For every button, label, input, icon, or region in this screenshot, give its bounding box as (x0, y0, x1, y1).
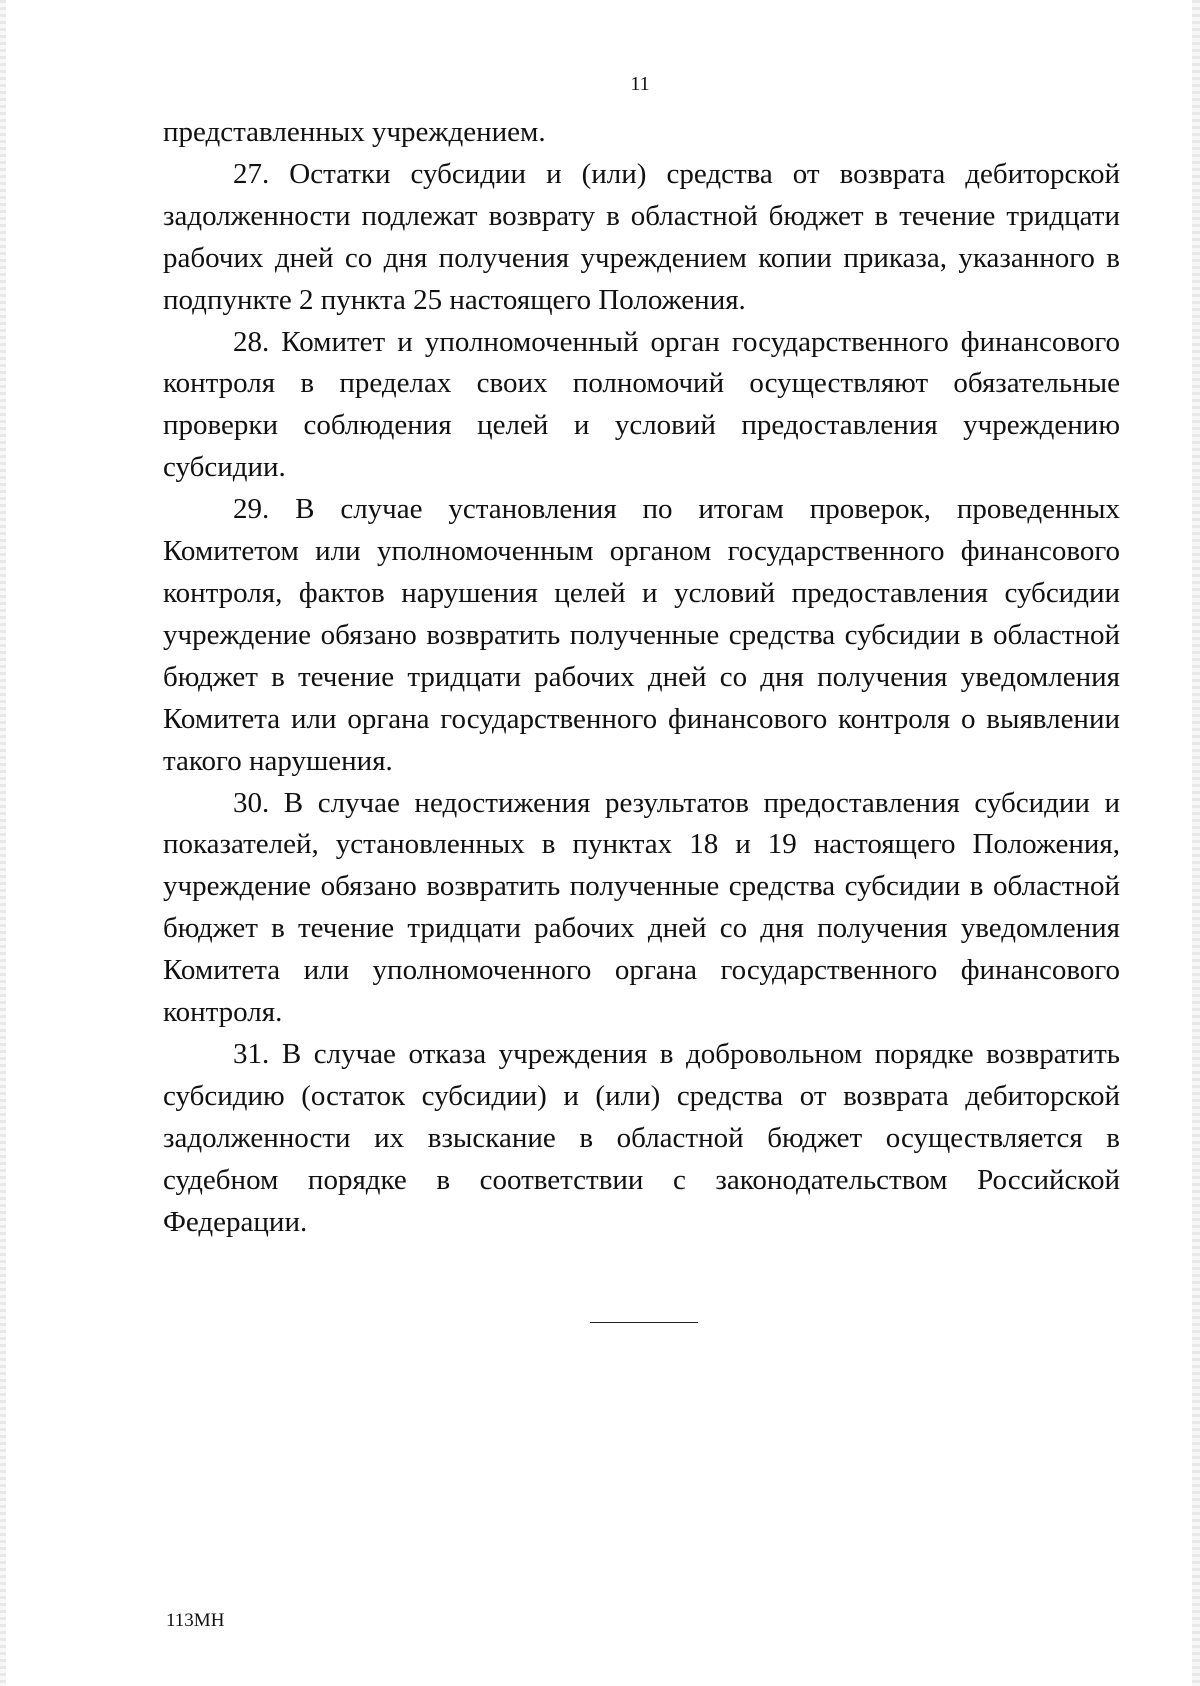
paragraph-31: 31. В случае отказа учреждения в добровольном порядке возвратить субсидию (остаток субсидии) и (или) средства от возврата дебиторской задолженности их взыскание в областной бюджет осуществляется в судебном порядке в соответствии с законодательством Российской Федерации. (163, 1037, 1120, 1238)
paragraph-28: 28. Комитет и уполномоченный орган государственного финансового контроля в пределах своих полномочий осуществляют обязательные проверки соблюдения целей и условий предоставления учреждению субсидии. (163, 325, 1120, 484)
scan-edge-left (0, 0, 6, 1686)
scan-edge-right (1192, 0, 1200, 1686)
page-number: 11 (630, 73, 650, 95)
paragraph-29: 29. В случае установления по итогам проверок, проведенных Комитетом или уполномоченным органом государственного финансового контроля, фактов нарушения целей и условий предоставления субсидии учреждение обязано возвратить полученные средства субсидии в областной бюджет в течение тридцати рабочих дней со дня получения уведомления Комитета или органа государственного финансового контроля о выявлении такого нарушения. (163, 493, 1120, 777)
paragraph-27: 27. Остатки субсидии и (или) средства от возврата дебиторской задолженности подлежат возврату в областной бюджет в течение тридцати рабочих дней со дня получения учреждением копии приказа, указанного в подпункте 2 пункта 25 настоящего Положения. (163, 157, 1120, 316)
document-code: 113МН (166, 1610, 225, 1631)
document-body (163, 112, 1120, 1243)
paragraph-30: 30. В случае недостижения результатов предоставления субсидии и показателей, установленных в пунктах 18 и 19 настоящего Положения, учреждение обязано возвратить полученные средства субсидии в областной бюджет в течение тридцати рабочих дней со дня получения уведомления Комитета или уполномоченного органа государственного финансового контроля. (163, 786, 1120, 1029)
closing-rule (590, 1322, 698, 1323)
paragraph-continuation: представленных учреждением. (163, 116, 546, 148)
